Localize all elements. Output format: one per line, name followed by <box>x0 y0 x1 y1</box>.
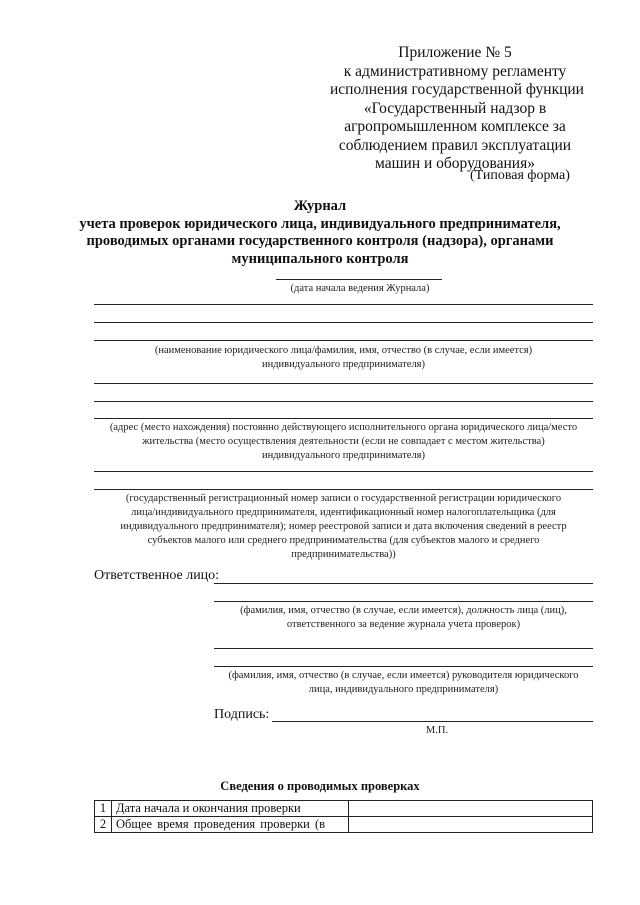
row-number: 1 <box>95 801 112 817</box>
title-line: Журнал <box>293 198 347 214</box>
appendix-line: машин и оборудования» <box>375 155 535 172</box>
caption-line: индивидуального предпринимателя) <box>261 450 426 461</box>
address-line[interactable] <box>94 383 593 384</box>
responsible-person-label: Ответственное лицо: <box>94 568 220 583</box>
journal-title <box>60 198 580 268</box>
checks-table <box>94 800 593 833</box>
head-name-field[interactable] <box>214 648 593 649</box>
checks-section-title: Сведения о проводимых проверках <box>220 779 420 793</box>
caption-line: (фамилия, имя, отчество (в случае, если имеется) руководителя юридического <box>228 670 579 681</box>
seal-mark: М.П. <box>425 725 449 736</box>
title-line: учета проверок юридического лица, индивидуального предпринимателя, <box>79 215 561 232</box>
table-row <box>95 801 593 817</box>
head-name-caption <box>214 669 593 697</box>
responsible-person-caption <box>214 604 593 632</box>
signature-label: Подпись: <box>214 707 270 722</box>
start-date-field[interactable] <box>276 279 442 280</box>
row-number: 2 <box>95 817 112 833</box>
caption-line: (адрес (место нахождения) постоянно действующего исполнительного органа юридического лица/место <box>109 422 578 433</box>
appendix-line: Приложение № 5 <box>398 44 512 61</box>
appendix-line: к административному регламенту <box>343 62 567 80</box>
registration-line[interactable] <box>94 489 593 490</box>
row-value-cell[interactable] <box>349 801 593 817</box>
appendix-line: исполнения государственной функции <box>330 81 584 98</box>
caption-line: предпринимательства)) <box>291 549 396 560</box>
start-date-caption: (дата начала ведения Журнала) <box>290 283 430 294</box>
caption-line: (фамилия, имя, отчество (в случае, если имеется), должность лица (лиц), <box>240 605 567 616</box>
signature-field[interactable] <box>272 721 593 722</box>
address-caption <box>94 421 593 463</box>
title-line: муниципального контроля <box>231 250 409 267</box>
table-row <box>95 817 593 833</box>
caption-line: (государственный регистрационный номер записи о государственной регистрации юридического <box>125 493 562 504</box>
entity-name-line[interactable] <box>94 340 593 341</box>
caption-line: ответственного за ведение журнала учета проверок) <box>286 619 521 630</box>
row-label: Дата начала и окончания проверки <box>112 801 349 817</box>
address-line[interactable] <box>94 401 593 402</box>
address-line[interactable] <box>94 418 593 419</box>
title-line: проводимых органами государственного контроля (надзора), органами <box>86 233 554 249</box>
appendix-line: агропромышленном комплексе за <box>344 118 566 135</box>
appendix-line: соблюдением правил эксплуатации <box>338 136 572 154</box>
caption-line: (наименование юридического лица/фамилия, имя, отчество (в случае, если имеется) <box>154 345 533 356</box>
responsible-person-field[interactable] <box>214 583 593 584</box>
caption-line: лица, индивидуального предпринимателя) <box>308 684 499 695</box>
appendix-line: «Государственный надзор в <box>363 99 547 117</box>
form-type-label: (Типовая форма) <box>470 168 570 183</box>
caption-line: индивидуального предпринимателя) <box>261 359 426 370</box>
entity-name-line[interactable] <box>94 322 593 323</box>
registration-caption <box>94 492 593 562</box>
caption-line: индивидуального предпринимателя); номер реестровой записи и дата включения сведений в реестр <box>120 521 567 532</box>
responsible-person-field[interactable] <box>214 601 593 602</box>
caption-line: лица/индивидуального предпринимателя, идентификационный номер налогоплательщика (для <box>131 507 556 518</box>
row-value-cell[interactable] <box>349 817 593 833</box>
head-name-field[interactable] <box>214 666 593 667</box>
caption-line: жительства (место осуществления деятельности (если не совпадает с местом жительства) <box>142 436 545 447</box>
entity-name-line[interactable] <box>94 304 593 305</box>
registration-line[interactable] <box>94 471 593 472</box>
appendix-header <box>330 44 584 174</box>
row-label: Общее время проведения проверки (в <box>112 817 349 833</box>
caption-line: субъектов малого или среднего предпринимательства (для субъектов малого и среднего <box>147 535 540 546</box>
entity-name-caption <box>94 344 593 372</box>
